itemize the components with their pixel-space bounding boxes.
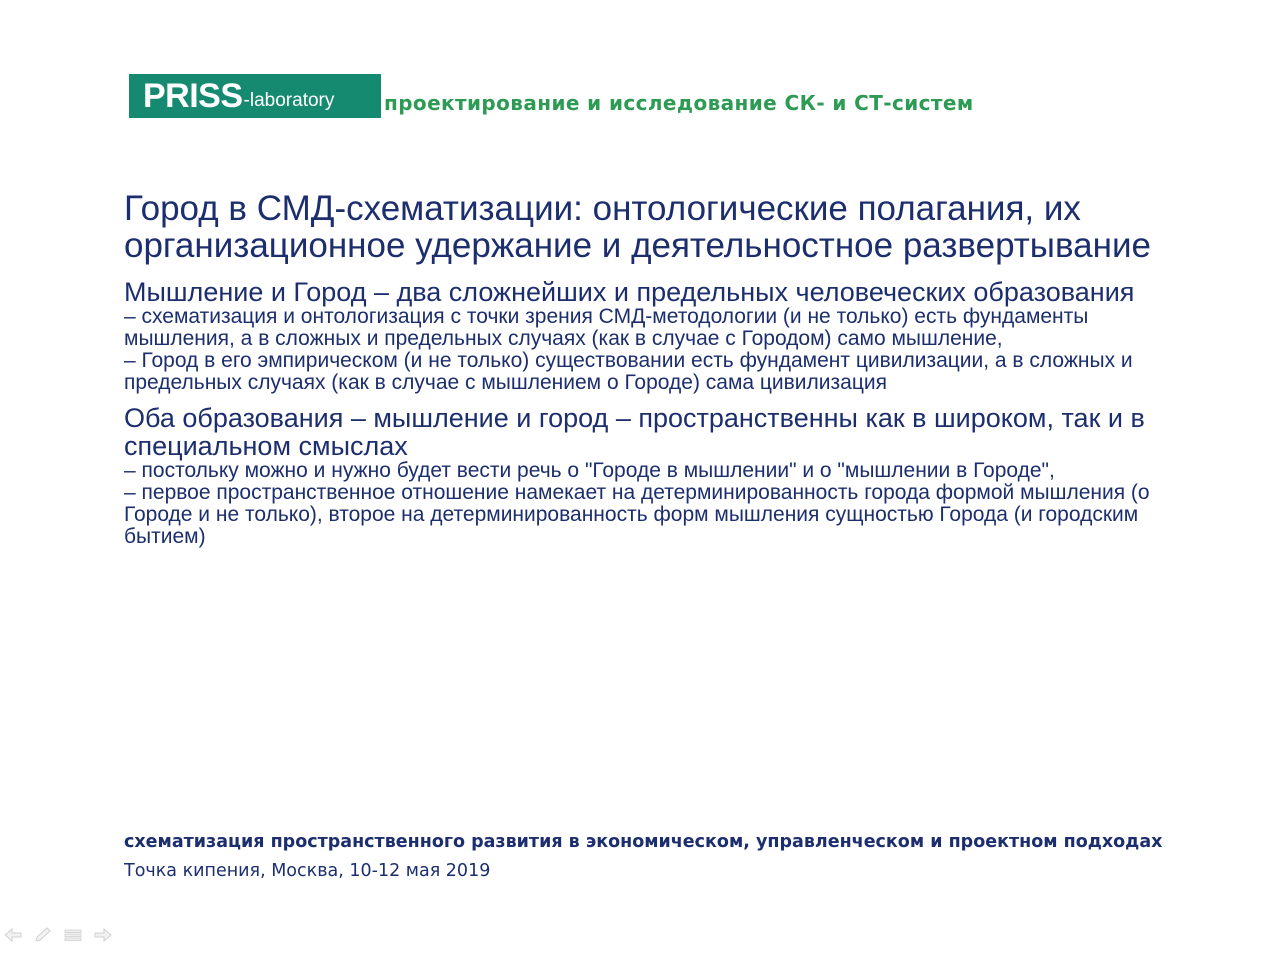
section-heading: Оба образования – мышление и город – пространственны как в широком, так и в специальном смыслах <box>124 403 1145 461</box>
slide-content <box>124 190 1169 548</box>
header-tagline: проектирование и исследование СК- и СТ-систем <box>384 91 974 115</box>
logo-main-text: PRISS <box>143 76 243 115</box>
section-spatial-formations <box>124 404 1169 548</box>
menu-icon[interactable] <box>62 926 84 944</box>
section-line: – первое пространственное отношение намекает на детерминированность города формой мышления (о Городе и не только), второе на детерминированность форм мышления сущностью Города (и городским бытием) <box>124 481 1150 548</box>
logo-sub-text: -laboratory <box>243 90 335 111</box>
section-line: – постольку можно и нужно будет вести речь о "Городе в мышлении" и о "мышлении в Городе", <box>124 459 1055 482</box>
section-line: – Город в его эмпирическом (и не только) существовании есть фундамент цивилизации, а в сложных и предельных случаях (как в случае с мышлением о Городе) сама цивилизация <box>124 349 1133 394</box>
slide-navigation <box>2 926 114 944</box>
section-line: – схематизация и онтологизация с точки зрения СМД-методологии (и не только) есть фундаменты мышления, а в сложных и предельных случаях (как в случае с Городом) само мышление, <box>124 305 1089 350</box>
section-thinking-and-city <box>124 278 1169 394</box>
footer-title: схематизация пространственного развития в экономическом, управленческом и проектном подходах <box>124 832 1163 852</box>
section-heading: Мышление и Город – два сложнейших и предельных человеческих образования <box>124 277 1135 307</box>
slide-title: Город в СМД-схематизации: онтологические полагания, их организационное удержание и деятельностное развертывание <box>124 189 1151 265</box>
footer-event: Точка кипения, Москва, 10-12 мая 2019 <box>124 861 491 881</box>
back-arrow-icon[interactable] <box>2 926 24 944</box>
priss-logo <box>129 74 381 118</box>
pen-icon[interactable] <box>32 926 54 944</box>
forward-arrow-icon[interactable] <box>92 926 114 944</box>
